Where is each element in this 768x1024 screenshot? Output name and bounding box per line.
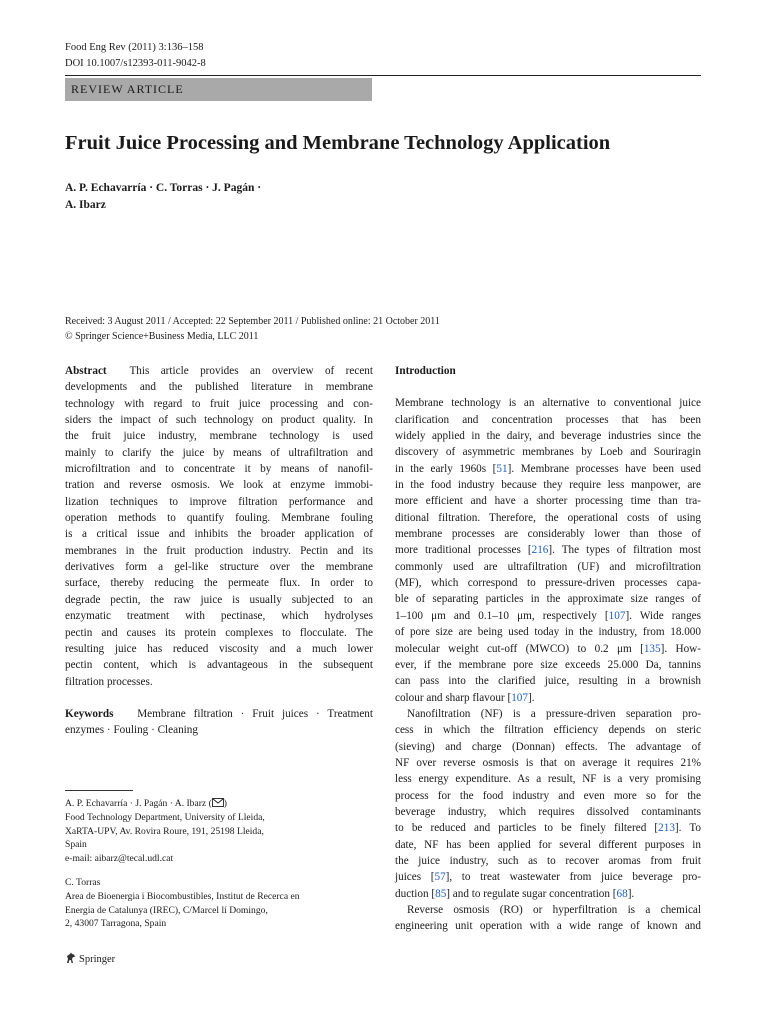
header-rule bbox=[65, 75, 701, 76]
envelope-icon[interactable] bbox=[212, 798, 224, 807]
introduction-text: 1–100 μm and 0.1–10 μm, respectively [ bbox=[395, 609, 609, 622]
introduction-text: ]. The types of filtration most bbox=[548, 544, 701, 557]
affiliation-line: Energia de Catalunya (IREC), C/Marcel lí Domingo, bbox=[65, 904, 268, 916]
abstract-line bbox=[65, 526, 373, 542]
introduction-text: ditional filtration. Therefore, the operational costs of using bbox=[395, 511, 701, 524]
introduction-text: Membrane technology is an alternative to conventional juice bbox=[395, 397, 701, 410]
affiliation-line: Area de Bioenergia i Biocombustibles, Institut de Recerca en bbox=[65, 890, 300, 902]
abstract-line bbox=[65, 657, 373, 673]
abstract-text: membranes in the fruit production industry. Pectin and its bbox=[65, 544, 373, 557]
citation-link[interactable]: 216 bbox=[531, 544, 549, 557]
introduction-line bbox=[395, 771, 701, 787]
abstract-line bbox=[65, 625, 373, 641]
introduction-line bbox=[395, 853, 701, 869]
introduction-text: can pass into the clarified juice, resulting in a brownish bbox=[395, 675, 701, 688]
introduction-line bbox=[395, 608, 701, 624]
keywords-line: enzymes · Fouling · Cleaning bbox=[65, 724, 198, 737]
citation-link[interactable]: 213 bbox=[658, 822, 675, 835]
introduction-line bbox=[395, 673, 701, 689]
affiliation-block bbox=[65, 876, 300, 931]
citation-link[interactable]: 135 bbox=[643, 642, 661, 655]
abstract-line bbox=[65, 559, 373, 575]
introduction-line bbox=[395, 395, 701, 411]
introduction-text: duction [ bbox=[395, 887, 436, 900]
right-column bbox=[395, 363, 701, 935]
introduction-text: cess in which the filtration efficiency depends on steric bbox=[395, 724, 701, 737]
introduction-line bbox=[395, 918, 701, 934]
introduction-line bbox=[395, 820, 701, 836]
introduction-text: process for the food industry and even more so for the bbox=[395, 789, 701, 802]
abstract-text: operation methods to quantify fouling. Membrane fouling bbox=[65, 512, 373, 525]
introduction-line bbox=[395, 706, 701, 722]
introduction-text: ble of separating particles in the approximate size ranges of bbox=[395, 593, 701, 606]
journal-meta bbox=[65, 40, 206, 72]
introduction-text: of pore size are being used today in the industry, from 18.000 bbox=[395, 626, 701, 639]
citation-link[interactable]: 68 bbox=[616, 887, 628, 900]
introduction-line bbox=[395, 722, 701, 738]
abstract-text: derivatives form a gel-like structure over the membrane bbox=[65, 561, 373, 574]
abstract-text: microfiltration and to concentrate it by means of nanofil- bbox=[65, 463, 373, 476]
abstract-text: surface, thereby reducing the permeate flux. In order to bbox=[65, 577, 373, 590]
received-accepted-dates: Received: 3 August 2011 / Accepted: 22 September 2011 / Published online: 21 October 2011 bbox=[65, 316, 440, 327]
affiliation-authors: A. P. Echavarría · J. Pagán · A. Ibarz ( ) bbox=[65, 798, 227, 809]
abstract-line bbox=[65, 494, 373, 510]
introduction-line bbox=[395, 412, 701, 428]
introduction-text: ], to treat wastewater from juice beverage pro- bbox=[445, 871, 701, 884]
introduction-text: clarification and concentration processes that has been bbox=[395, 413, 701, 426]
introduction-line bbox=[395, 526, 701, 542]
introduction-text: more traditional processes [ bbox=[395, 544, 532, 557]
springer-horse-icon bbox=[65, 952, 77, 964]
introduction-line bbox=[395, 886, 701, 902]
abstract-text: siders the impact of such technology on product quality. In bbox=[65, 414, 373, 427]
introduction-text: ]. To bbox=[674, 822, 701, 835]
citation-link[interactable]: 107 bbox=[511, 691, 528, 704]
abstract-text: mainly to clarify the juice by means of ultrafiltration and bbox=[65, 446, 373, 459]
publisher-name: Springer bbox=[79, 954, 116, 965]
introduction-line bbox=[395, 559, 701, 575]
citation-link[interactable]: 57 bbox=[434, 871, 446, 884]
introduction-line bbox=[395, 755, 701, 771]
introduction-line bbox=[395, 575, 701, 591]
introduction-line bbox=[395, 657, 701, 673]
author-list bbox=[65, 180, 261, 214]
introduction-text: to be reduced and particles to be finely filtered [ bbox=[395, 822, 659, 835]
introduction-text: ]. bbox=[527, 691, 535, 704]
keywords-text: Membrane filtration · Fruit juices · Treatment bbox=[137, 707, 374, 720]
introduction-line bbox=[395, 837, 701, 853]
citation-link[interactable]: 51 bbox=[496, 462, 508, 475]
introduction-line bbox=[395, 461, 701, 477]
abstract-text: technology with regard to fruit juice processing and con- bbox=[65, 397, 373, 410]
affiliation-line: 2, 43007 Tarragona, Spain bbox=[65, 918, 167, 930]
publication-dates bbox=[65, 314, 440, 344]
introduction-text: ] and to regulate sugar concentration [ bbox=[446, 887, 617, 900]
introduction-line bbox=[395, 804, 701, 820]
introduction-text: the juice industry, such as to recover aromas from fruit bbox=[395, 854, 701, 867]
abstract-text: lization techniques to improve filtration performance and bbox=[65, 495, 373, 508]
author-line: A. Ibarz bbox=[65, 199, 106, 211]
introduction-text: Reverse osmosis (RO) or hyperfiltration is a chemical bbox=[407, 904, 701, 916]
citation-link[interactable]: 85 bbox=[435, 887, 447, 900]
introduction-text: membrane processes are considerably lower than those of bbox=[395, 528, 701, 541]
abstract-heading: Abstract bbox=[65, 365, 107, 377]
abstract-line bbox=[65, 641, 373, 657]
introduction-text: ]. Membrane processes have been used bbox=[507, 462, 701, 475]
introduction-text: engineering unit operation with a wide range of known and bbox=[395, 920, 701, 933]
abstract-line bbox=[65, 575, 373, 591]
introduction-text: ]. Wide ranges bbox=[625, 609, 701, 622]
left-column bbox=[65, 363, 373, 739]
abstract-line bbox=[65, 461, 373, 477]
affiliation-line: A. P. Echavarría · J. Pagán · A. Ibarz ( bbox=[65, 798, 212, 809]
keywords-line bbox=[65, 706, 373, 722]
citation-link[interactable]: 107 bbox=[608, 609, 626, 622]
introduction-text: commonly used are ultrafiltration (UF) and microfiltration bbox=[395, 560, 701, 573]
introduction-text: colour and sharp flavour [ bbox=[395, 691, 512, 704]
introduction-text: in the food industry because they require less manpower, are bbox=[395, 479, 701, 492]
introduction-text: Nanofiltration (NF) is a pressure-driven separation pro- bbox=[407, 707, 701, 720]
introduction-text: beverage industry, which requires dissolved contaminants bbox=[395, 805, 701, 818]
email-line[interactable]: e-mail: aibarz@tecal.udl.cat bbox=[65, 853, 174, 865]
abstract-line bbox=[65, 543, 373, 559]
affiliation-line: XaRTA-UPV, Av. Rovira Roure, 191, 25198 Lleida, bbox=[65, 825, 264, 837]
introduction-line bbox=[395, 493, 701, 509]
abstract-line bbox=[65, 445, 373, 461]
abstract-line bbox=[65, 477, 373, 493]
introduction-line bbox=[395, 869, 701, 885]
introduction-line bbox=[395, 591, 701, 607]
author-line: A. P. Echavarría · C. Torras · J. Pagán · bbox=[65, 182, 262, 194]
abstract bbox=[65, 363, 373, 690]
introduction-line bbox=[395, 690, 701, 706]
introduction-line bbox=[395, 444, 701, 460]
introduction-text: (sieving) and charge (Donnan) effects. The advantage of bbox=[395, 740, 701, 753]
introduction-line bbox=[395, 542, 701, 558]
footnote-rule bbox=[65, 790, 133, 791]
abstract-line bbox=[65, 363, 373, 379]
abstract-text: is a critical issue and inhibits the broader application of bbox=[65, 528, 373, 541]
abstract-text: filtration processes. bbox=[65, 675, 153, 688]
doi[interactable]: DOI 10.1007/s12393-011-9042-8 bbox=[65, 58, 206, 69]
abstract-text: the fruit juice industry, membrane technology is used bbox=[65, 430, 373, 443]
article-title: Fruit Juice Processing and Membrane Technology Application bbox=[65, 132, 611, 154]
introduction-text: ever, if the membrane pore size exceeds 25.000 Da, tannins bbox=[395, 658, 701, 671]
article-type-banner: REVIEW ARTICLE bbox=[65, 78, 372, 101]
introduction-text: in the early 1960s [ bbox=[395, 462, 497, 475]
affiliation-block bbox=[65, 797, 265, 866]
introduction-text: ]. bbox=[627, 887, 635, 900]
introduction-line bbox=[395, 477, 701, 493]
introduction-text: discovery of asymmetric membranes by Loeb and Souriragin bbox=[395, 446, 701, 459]
introduction-text: date, NF has been applied for several different purposes in bbox=[395, 838, 701, 851]
introduction-heading: Introduction bbox=[395, 365, 456, 377]
introduction-line bbox=[395, 739, 701, 755]
abstract-text: pectin and causes its protein complexes to flocculate. The bbox=[65, 626, 373, 639]
abstract-text: pectin content, which is advantageous in the subsequent bbox=[65, 659, 373, 672]
keywords bbox=[65, 706, 373, 739]
abstract-text: degrade pectin, the raw juice is usually subjected to an bbox=[65, 593, 373, 606]
introduction-line bbox=[395, 624, 701, 640]
abstract-text: resulting juice has reduced viscosity and a much lower bbox=[65, 642, 373, 655]
copyright-notice: © Springer Science+Business Media, LLC 2011 bbox=[65, 331, 259, 342]
introduction-line bbox=[395, 788, 701, 804]
keywords-heading: Keywords bbox=[65, 707, 114, 720]
introduction-line bbox=[395, 510, 701, 526]
introduction-text: less energy expenditure. As a result, NF is a very promising bbox=[395, 773, 701, 786]
abstract-text: tration and reverse osmosis. We look at enzyme immobi- bbox=[65, 479, 373, 492]
abstract-line bbox=[65, 592, 373, 608]
abstract-line bbox=[65, 674, 373, 690]
introduction-text: more efficient and have a shorter processing time than tra- bbox=[395, 495, 701, 508]
introduction-text: juices [ bbox=[395, 871, 435, 884]
introduction-body bbox=[395, 395, 701, 934]
introduction-text: widely applied in the dairy, and beverage industries since the bbox=[395, 430, 701, 443]
introduction-text: (MF), which correspond to pressure-driven processes capa- bbox=[395, 577, 701, 590]
abstract-line bbox=[65, 396, 373, 412]
journal-citation: Food Eng Rev (2011) 3:136–158 bbox=[65, 42, 204, 53]
abstract-line bbox=[65, 412, 373, 428]
publisher-footer bbox=[65, 952, 115, 965]
abstract-text: developments and the published literature in membrane bbox=[65, 381, 373, 394]
abstract-line bbox=[65, 428, 373, 444]
abstract-line bbox=[65, 379, 373, 395]
affiliation-line: Food Technology Department, University of Lleida, bbox=[65, 811, 265, 823]
introduction-text: molecular weight cut-off (MWCO) to 0.2 μm [ bbox=[395, 642, 644, 655]
introduction-text: ]. How- bbox=[660, 642, 701, 655]
introduction-line bbox=[395, 641, 701, 657]
abstract-text: This article provides an overview of recent bbox=[129, 365, 373, 377]
introduction-line bbox=[395, 902, 701, 918]
abstract-line bbox=[65, 608, 373, 624]
affiliation-line: C. Torras bbox=[65, 877, 101, 888]
introduction-line bbox=[395, 428, 701, 444]
abstract-line bbox=[65, 510, 373, 526]
abstract-text: enzymatic treatment with pectinase, which hydrolyses bbox=[65, 610, 373, 623]
introduction-text: NF over reverse osmosis is that on average it requires 21% bbox=[395, 756, 701, 769]
affiliation-line: Spain bbox=[65, 839, 87, 851]
